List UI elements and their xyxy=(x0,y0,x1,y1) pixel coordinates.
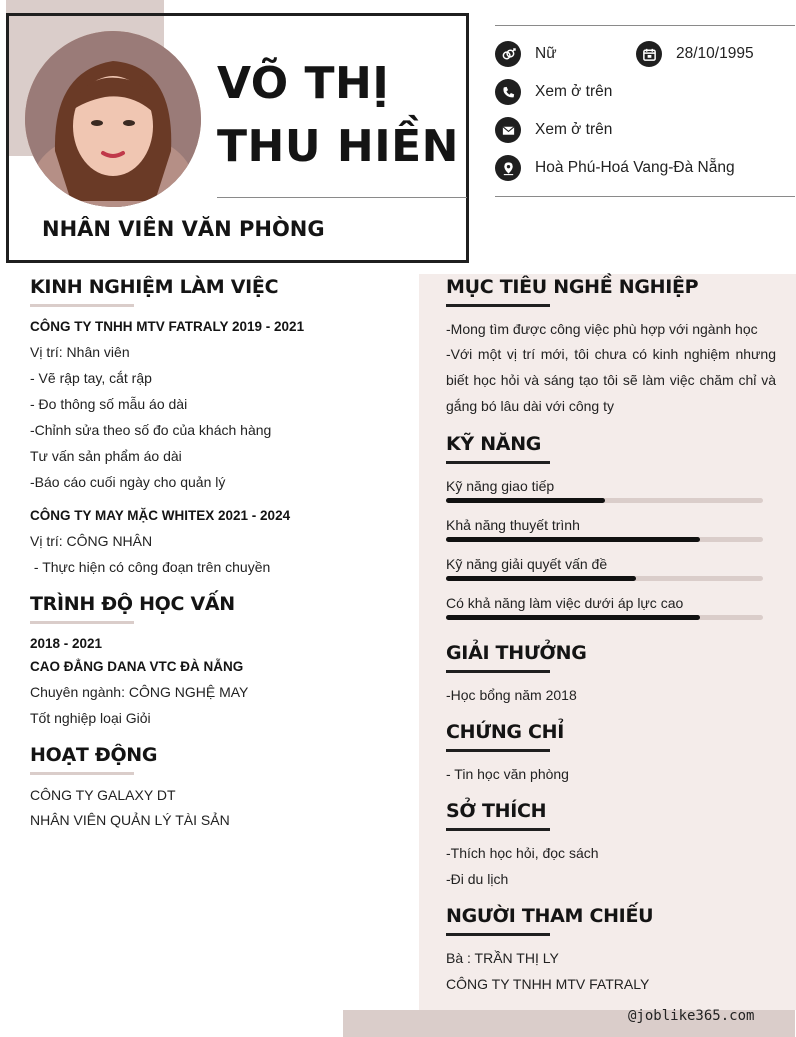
job-1-line: - Vẽ rập tay, cắt rập xyxy=(30,370,152,386)
contact-email xyxy=(495,117,612,143)
references-heading: NGƯỜI THAM CHIẾU xyxy=(446,905,654,927)
skill-bar-fill xyxy=(446,537,700,542)
calendar-icon xyxy=(636,41,662,67)
contact-address xyxy=(495,155,735,181)
hobby-line: -Đi du lịch xyxy=(446,871,509,887)
footer-watermark: @joblike365.com xyxy=(628,1008,755,1024)
gender-icon xyxy=(495,41,521,67)
skill-bar-track xyxy=(446,576,763,581)
job-1-company: CÔNG TY TNHH MTV FATRALY 2019 - 2021 xyxy=(30,319,305,334)
experience-heading: KINH NGHIỆM LÀM VIỆC xyxy=(30,276,279,298)
education-years: 2018 - 2021 xyxy=(30,636,103,651)
phone-value: Xem ở trên xyxy=(535,83,613,100)
objective-paragraph: -Với một vị trí mới, tôi chưa có kinh nghiệm nhưng biết học hỏi và sáng tạo tôi sẽ làm việc chăm chỉ và gắng bó lâu dài với công ty xyxy=(446,346,776,414)
skill-bar-fill xyxy=(446,498,605,503)
reference-line: CÔNG TY TNHH MTV FATRALY xyxy=(446,976,650,992)
objective-heading: MỤC TIÊU NGHỀ NGHIỆP xyxy=(446,276,699,298)
address-value: Hoà Phú-Hoá Vang-Đà Nẵng xyxy=(535,159,735,176)
references-heading-underline xyxy=(446,933,550,936)
avatar-photo-placeholder xyxy=(25,31,201,207)
job-1-line: -Chỉnh sửa theo số đo của khách hàng xyxy=(30,422,272,438)
skill-bar-track xyxy=(446,498,763,503)
experience-heading-underline xyxy=(30,304,134,307)
award-line: -Học bổng năm 2018 xyxy=(446,687,577,703)
contact-birthday xyxy=(636,41,754,67)
job-2-line: Vị trí: CÔNG NHÂN xyxy=(30,533,153,549)
contact-gender xyxy=(495,41,557,67)
objective-line: -Mong tìm được công việc phù hợp với ngành học xyxy=(446,321,758,337)
skills-heading-underline xyxy=(446,461,550,464)
hobby-line: -Thích học hỏi, đọc sách xyxy=(446,845,599,861)
certificates-heading: CHỨNG CHỈ xyxy=(446,721,565,743)
job-title: NHÂN VIÊN VĂN PHÒNG xyxy=(42,217,325,241)
education-major: Chuyên ngành: CÔNG NGHỆ MAY xyxy=(30,684,249,700)
hobbies-heading-underline xyxy=(446,828,550,831)
awards-heading: GIẢI THƯỞNG xyxy=(446,642,587,664)
full-name-line-1: VÕ THỊ xyxy=(217,58,390,109)
education-school: CAO ĐẲNG DANA VTC ĐÀ NẴNG xyxy=(30,659,244,674)
activities-heading-underline xyxy=(30,772,134,775)
skill-bar-fill xyxy=(446,576,636,581)
activity-line: CÔNG TY GALAXY DT xyxy=(30,787,176,803)
avatar xyxy=(25,31,201,207)
reference-line: Bà : TRẦN THỊ LY xyxy=(446,950,559,966)
email-value: Xem ở trên xyxy=(535,121,613,138)
location-pin-icon xyxy=(495,155,521,181)
contact-phone xyxy=(495,79,612,105)
job-2-line: - Thực hiện có công đoạn trên chuyền xyxy=(30,559,271,575)
skill-bar-track xyxy=(446,537,763,542)
skill-label: Có khả năng làm việc dưới áp lực cao xyxy=(446,595,684,611)
certificates-heading-underline xyxy=(446,749,550,752)
birthday-value: 28/10/1995 xyxy=(676,45,754,62)
education-heading-underline xyxy=(30,621,134,624)
skill-label: Kỹ năng giải quyết vấn đề xyxy=(446,556,608,572)
hobbies-heading: SỞ THÍCH xyxy=(446,800,547,822)
job-1-line: Vị trí: Nhân viên xyxy=(30,344,130,360)
contact-divider-top xyxy=(495,25,795,26)
job-1-line: Tư vấn sản phẩm áo dài xyxy=(30,448,182,464)
phone-icon xyxy=(495,79,521,105)
activity-line: NHÂN VIÊN QUẢN LÝ TÀI SẢN xyxy=(30,812,230,828)
skill-bar-fill xyxy=(446,615,700,620)
job-2-company: CÔNG TY MAY MẶC WHITEX 2021 - 2024 xyxy=(30,508,291,523)
skills-heading: KỸ NĂNG xyxy=(446,433,542,455)
contact-divider-bottom xyxy=(495,196,795,197)
education-heading: TRÌNH ĐỘ HỌC VẤN xyxy=(30,593,235,615)
skill-label: Khả năng thuyết trình xyxy=(446,517,580,533)
skill-bar-track xyxy=(446,615,763,620)
job-1-line: -Báo cáo cuối ngày cho quản lý xyxy=(30,474,226,490)
awards-heading-underline xyxy=(446,670,550,673)
envelope-icon xyxy=(495,117,521,143)
activities-heading: HOẠT ĐỘNG xyxy=(30,744,158,766)
objective-heading-underline xyxy=(446,304,550,307)
full-name-line-2: THU HIỀN xyxy=(217,121,459,172)
name-divider xyxy=(217,197,467,198)
certificate-line: - Tin học văn phòng xyxy=(446,766,569,782)
education-result: Tốt nghiệp loại Giỏi xyxy=(30,710,151,726)
gender-value: Nữ xyxy=(535,45,557,62)
skill-label: Kỹ năng giao tiếp xyxy=(446,478,555,494)
job-1-line: - Đo thông số mẫu áo dài xyxy=(30,396,188,412)
